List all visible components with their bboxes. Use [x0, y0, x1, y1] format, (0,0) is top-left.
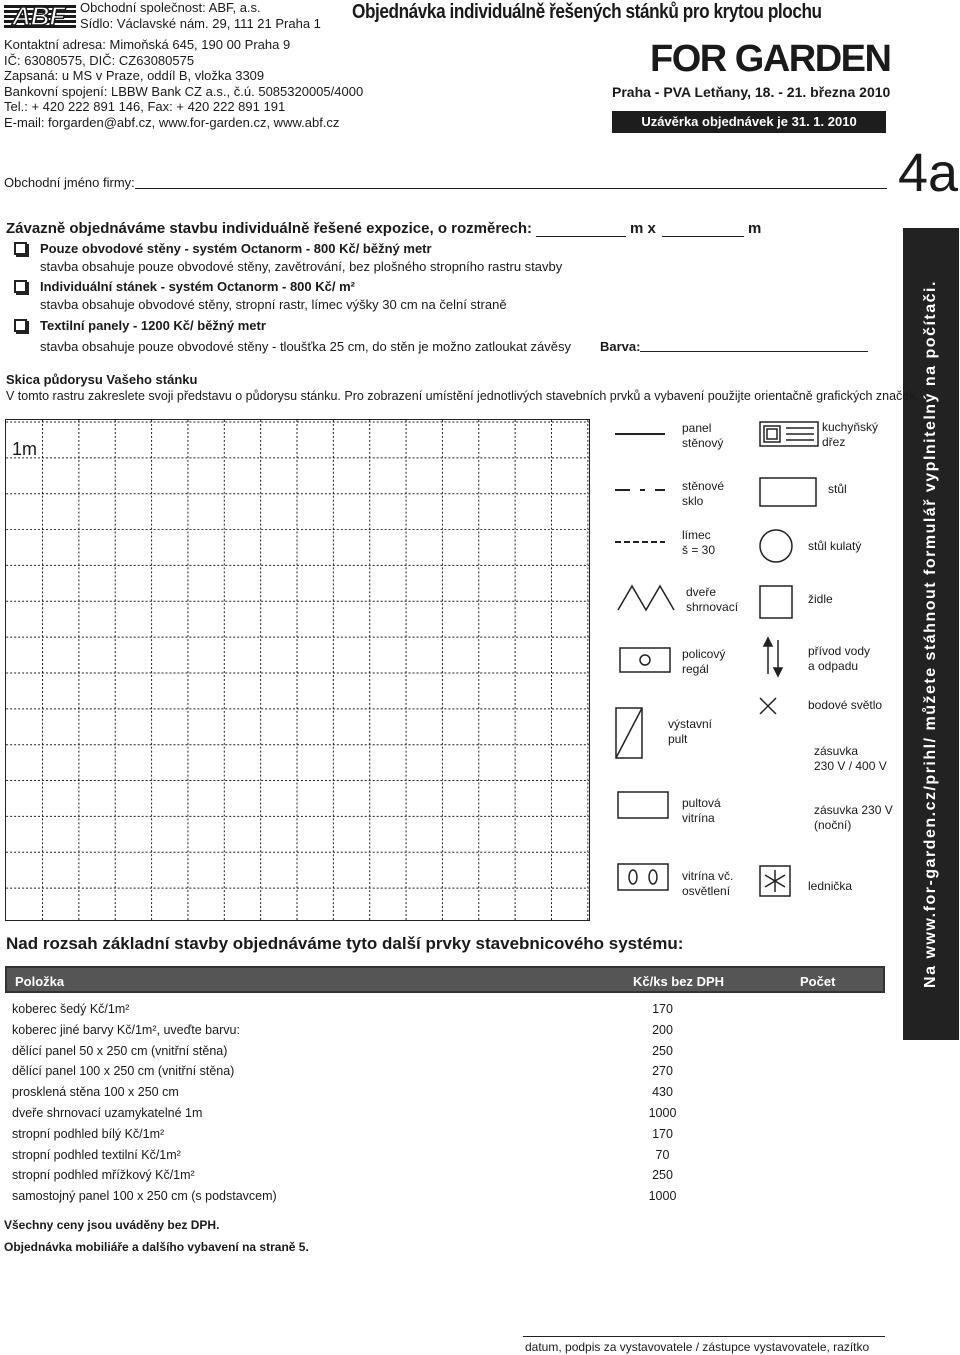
contact-info — [4, 37, 363, 130]
chair-icon — [760, 586, 792, 618]
signature-field[interactable] — [523, 1336, 885, 1337]
legend-label: zásuvka 230 V / 400 V — [814, 744, 887, 773]
round-table-icon — [760, 530, 792, 562]
table-row-price: 170 — [652, 1002, 673, 1016]
option-individual-checkbox[interactable] — [14, 280, 27, 293]
order-intro: Závazně objednáváme stavbu individuálně řešené expozice, o rozměrech: — [6, 220, 533, 237]
address-line: IČ: 63080575, DIČ: CZ63080575 — [4, 52, 195, 68]
quantity-field[interactable] — [770, 1141, 870, 1142]
scale-label: 1m — [12, 439, 38, 459]
table-row-item: dělící panel 100 x 250 cm (vnitřní stěna) — [12, 1064, 235, 1079]
color-field[interactable] — [640, 351, 868, 352]
option-desc: stavba obsahuje pouze obvodové stěny - tloušťka 25 cm, do stěn je možno zatloukat závěsy — [40, 339, 571, 354]
legend-label: vitrína vč. osvětlení — [682, 869, 734, 898]
svg-text:ABF: ABF — [12, 3, 66, 29]
venue-info: Praha - PVA Letňany, 18. - 21. března 2010 — [612, 84, 891, 100]
water-supply-icon — [764, 638, 782, 676]
address-line: E-mail: forgarden@abf.cz, www.for-garden.cz, www.abf.cz — [4, 114, 340, 130]
sketch-title: Skica půdorysu Vašeho stánku — [6, 372, 198, 387]
table-row-item: stropní podhled textilní Kč/1m² — [12, 1147, 181, 1162]
legend-label: výstavní pult — [668, 717, 713, 746]
unit-m: m — [748, 220, 762, 237]
table-row-item: stropní podhled mřížkový Kč/1m² — [12, 1168, 195, 1183]
legend-label: stůl — [828, 482, 847, 496]
option-title: Pouze obvodové stěny - systém Octanorm - 800 Kč/ běžný metr — [40, 241, 432, 256]
quantity-field[interactable] — [770, 1058, 870, 1059]
legend-label: dveře shrnovací — [686, 585, 739, 614]
firm-name-field[interactable] — [135, 188, 887, 189]
legend-icons-left — [610, 420, 680, 900]
table-row-item: koberec jiné barvy Kč/1m², uveďte barvu: — [12, 1022, 240, 1037]
option-desc: stavba obsahuje obvodové stěny, stropní rastr, límec výšky 30 cm na čelní straně — [40, 297, 507, 312]
display-desk-icon — [616, 708, 642, 758]
table-row-item: stropní podhled bílý Kč/1m² — [12, 1126, 165, 1141]
quantity-field[interactable] — [770, 1182, 870, 1183]
table-row-price: 170 — [652, 1126, 673, 1141]
shelf-icon — [620, 648, 670, 672]
table-row-price: 250 — [652, 1043, 673, 1058]
legend-label: stěnové sklo — [682, 479, 725, 508]
quantity-field[interactable] — [770, 1099, 870, 1100]
extras-title: Nad rozsah základní stavby objednáváme tyto další prvky stavebnicového systému: — [6, 934, 684, 953]
table-row-price: 70 — [655, 1147, 670, 1162]
table-row-item: dělící panel 50 x 250 cm (vnitřní stěna) — [12, 1043, 228, 1058]
table-row-item: prosklená stěna 100 x 250 cm — [12, 1085, 179, 1100]
legend-label: policový regál — [682, 647, 726, 676]
extras-table-header — [5, 966, 885, 993]
legend-label: kuchyňský dřez — [822, 420, 879, 449]
abf-logo — [4, 3, 76, 29]
download-sidebar — [903, 228, 959, 1040]
table-row-item: koberec šedý Kč/1m² — [12, 1002, 130, 1016]
counter-vitrine-icon — [618, 792, 668, 818]
table-row-price: 1000 — [648, 1106, 677, 1120]
furniture-note: Objednávka mobiliáře a dalšího vybavení na straně 5. — [4, 1240, 309, 1254]
legend-label: pultová vitrína — [682, 796, 721, 825]
form-code: 4a — [898, 143, 959, 203]
unit-x: m x — [630, 220, 656, 237]
column-header: Počet — [800, 974, 836, 989]
company-line: Sídlo: Václavské nám. 29, 111 21 Praha 1 — [80, 15, 321, 31]
price-note: Všechny ceny jsou uváděny bez DPH. — [4, 1218, 220, 1232]
quantity-field[interactable] — [770, 1162, 870, 1163]
company-info — [80, 0, 321, 31]
kitchen-sink-icon — [760, 422, 818, 446]
legend-label: límec š = 30 — [682, 528, 716, 557]
width-field[interactable] — [536, 236, 626, 237]
quantity-field[interactable] — [770, 1037, 870, 1038]
legend-label: panel stěnový — [682, 421, 724, 450]
lit-vitrine-icon — [618, 864, 668, 890]
legend-label: přívod vody a odpadu — [808, 644, 871, 673]
table-row-price: 250 — [652, 1168, 673, 1183]
brand-name: FOR GARDEN — [650, 38, 891, 80]
signature-label: datum, podpis za vystavovatele / zástupce vystavovatele, razítko — [525, 1340, 870, 1354]
column-header: Kč/ks bez DPH — [633, 974, 725, 989]
page-title: Objednávka individuálně řešených stánků pro krytou plochu — [352, 1, 822, 23]
spotlight-icon — [760, 698, 776, 714]
address-line: Kontaktní adresa: Mimoňská 645, 190 00 Praha 9 — [4, 37, 291, 52]
table-icon — [760, 478, 816, 506]
deadline-banner: Uzávěrka objednávek je 31. 1. 2010 — [612, 111, 886, 133]
option-desc: stavba obsahuje pouze obvodové stěny, zavětrování, bez plošného stropního rastru stavby — [40, 259, 563, 274]
legend-label: zásuvka 230 V (noční) — [814, 803, 893, 832]
table-row-item: dveře shrnovací uzamykatelné 1m — [12, 1106, 203, 1120]
company-line: Obchodní společnost: ABF, a.s. — [80, 0, 261, 15]
address-line: Tel.: + 420 222 891 146, Fax: + 420 222 891 191 — [4, 99, 286, 114]
legend-label: bodové světlo — [808, 698, 883, 712]
table-row-price: 1000 — [648, 1189, 677, 1204]
quantity-field[interactable] — [770, 1120, 870, 1121]
option-perimeter-checkbox[interactable] — [14, 242, 27, 255]
depth-field[interactable] — [662, 236, 744, 237]
option-title: Individuální stánek - systém Octanorm - 800 Kč/ m² — [40, 279, 355, 294]
table-row-price: 430 — [652, 1085, 673, 1100]
color-label: Barva: — [600, 339, 641, 354]
legend-label: stůl kulatý — [808, 539, 862, 553]
fridge-icon — [760, 866, 790, 896]
table-row-item: samostojný panel 100 x 250 cm (s podstavcem) — [12, 1189, 277, 1204]
download-hint: Na www.for-garden.cz/prihl/ můžete stáhnout formulář vyplnitelný na počítači. — [922, 280, 939, 988]
table-row-price: 200 — [652, 1022, 673, 1037]
quantity-field[interactable] — [770, 1016, 870, 1017]
option-textile-checkbox[interactable] — [14, 319, 27, 332]
firm-name-label: Obchodní jméno firmy: — [4, 175, 135, 190]
folding-door-icon — [618, 586, 674, 610]
address-line: Bankovní spojení: LBBW Bank CZ a.s., č.ú. 5085320005/4000 — [4, 83, 364, 99]
address-line: Zapsaná: u MS v Praze, oddíl B, vložka 3309 — [4, 68, 265, 83]
legend-label: židle — [808, 592, 833, 606]
table-row-price: 270 — [652, 1064, 673, 1079]
quantity-field[interactable] — [770, 1203, 870, 1204]
quantity-field[interactable] — [770, 1078, 870, 1079]
floorplan-grid[interactable] — [5, 419, 590, 921]
option-title: Textilní panely - 1200 Kč/ běžný metr — [40, 318, 266, 333]
column-header: Položka — [15, 974, 65, 989]
legend-label: lednička — [808, 879, 853, 893]
sketch-instructions: V tomto rastru zakreslete svoji představu o půdorysu stánku. Pro zobrazení umístění jednotlivých stavebních prvků a vybavení použijte orientačně grafických značek. — [6, 389, 919, 403]
